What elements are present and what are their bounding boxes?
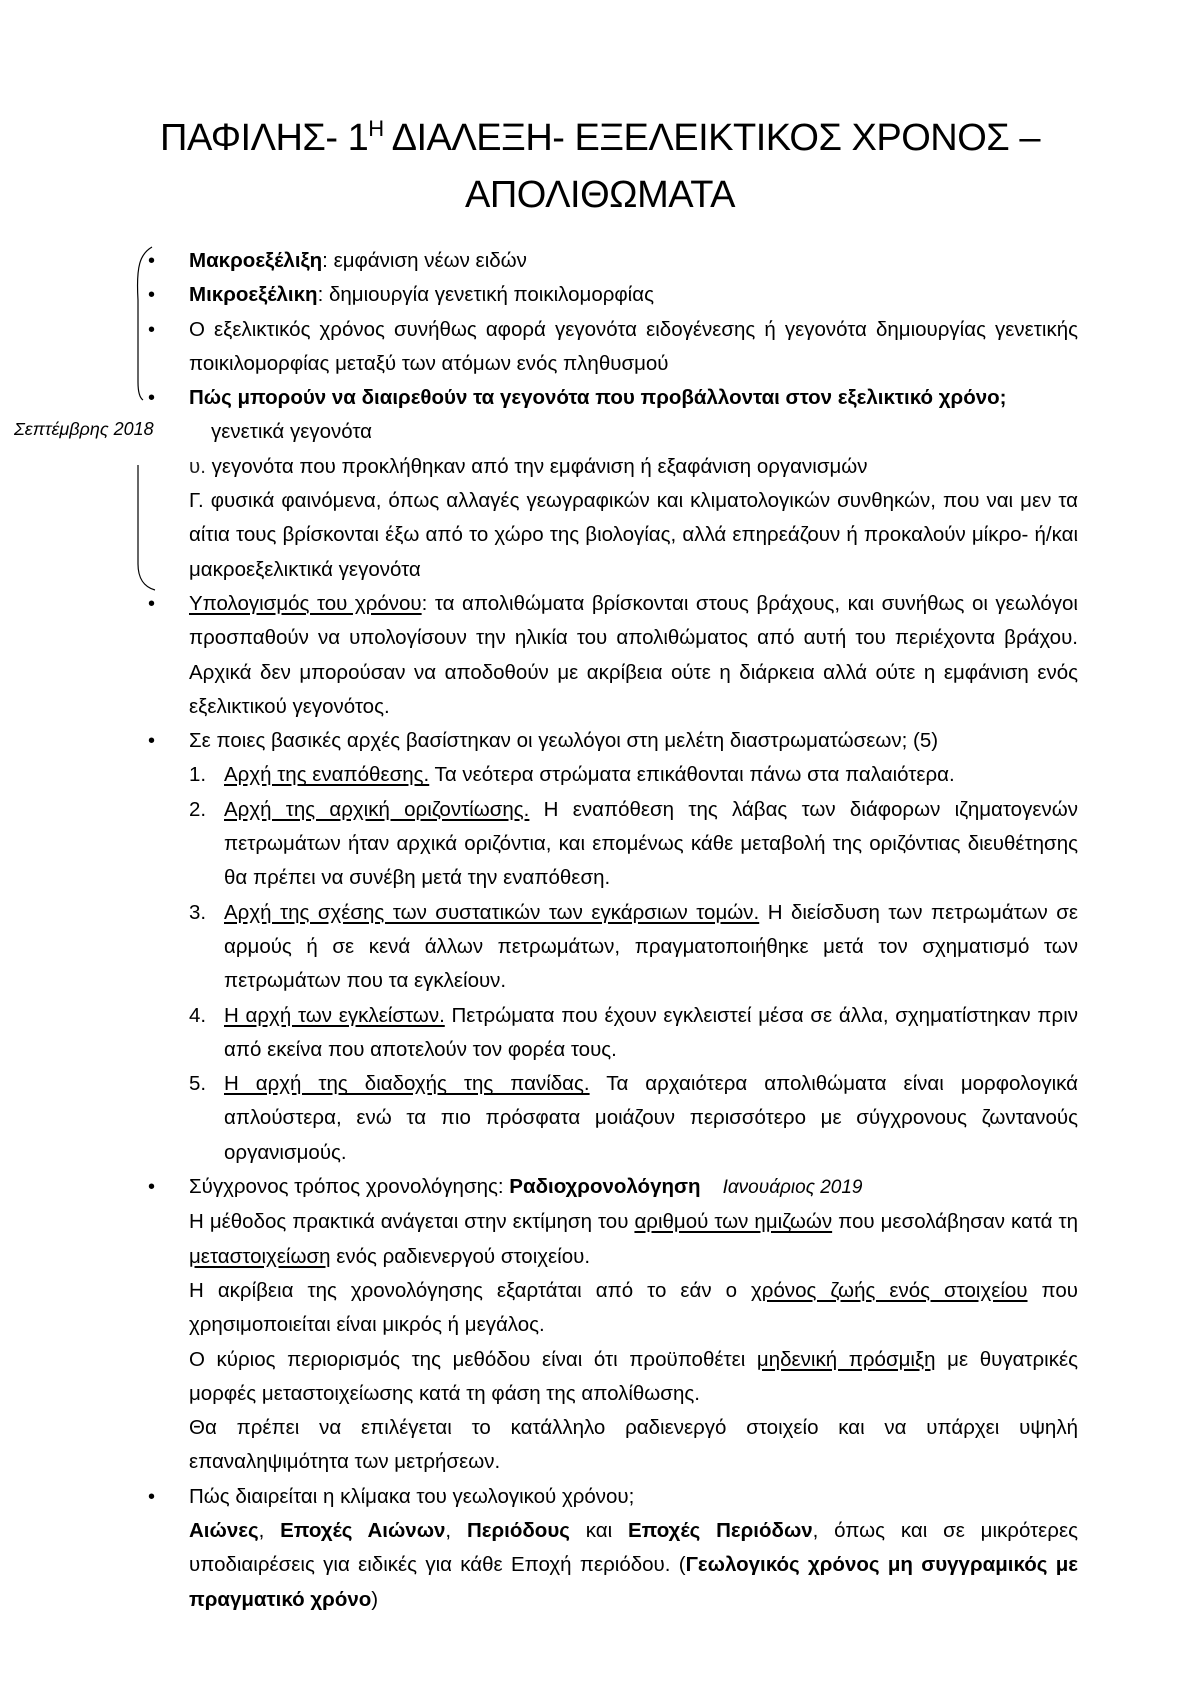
- paragraph-text: που μεσολάβησαν κατά τη: [832, 1210, 1079, 1234]
- bullet-icon: •: [148, 1176, 156, 1199]
- definition-text: : δημιουργία γενετική ποικιλομορφίας: [317, 283, 654, 307]
- paragraph-text: και: [569, 1518, 628, 1542]
- paragraph-text: Θα πρέπει να επιλέγεται το κατάλληλο ραδιενεργό στοιχείο και να υπάρχει υψηλή επαναληψιμότητα των μετρήσεων.: [189, 1416, 1078, 1474]
- list-item: [148, 1480, 1078, 1514]
- paragraph-text: ,: [445, 1518, 467, 1542]
- item-number: 4.: [189, 1003, 207, 1027]
- principle-term: Αρχή της αρχική οριζοντίωσης.: [224, 797, 530, 821]
- numbered-item: [189, 896, 1078, 999]
- bullet-icon: •: [148, 387, 156, 410]
- sub-item-a: [189, 415, 1078, 449]
- item-number: 2.: [189, 797, 207, 821]
- date-note: Ιανουάριος 2019: [722, 1177, 863, 1199]
- bullet-icon: •: [148, 592, 156, 615]
- document-title-line2: ΑΠΟΛΙΘΩΜΑΤΑ: [465, 174, 735, 216]
- underlined-term: μηδενική πρόσμιξη: [756, 1347, 936, 1371]
- bold-term: Εποχές Περιόδων: [627, 1518, 813, 1542]
- item-number: 5.: [189, 1072, 207, 1096]
- paragraph: [189, 1205, 1078, 1274]
- title-text: ΠΑΦΙΛΗΣ- 1: [160, 117, 369, 159]
- paragraph: [189, 1343, 1078, 1412]
- list-item: [148, 724, 1078, 758]
- paragraph: [189, 1514, 1078, 1617]
- sub-item-text: γενετικά γεγονότα: [211, 420, 373, 444]
- paragraph-text: : τα απολιθώματα βρίσκονται στους βράχους, και συνήθως οι γεωλόγοι προσπαθούν να υπολογίσουν την ηλικία του απολιθώματος από αυτή του περιέχοντα βράχου. Αρχικά δεν μπορούσαν να αποδοθούν με ακρίβεια ούτε η διάρκεια αλλά ούτε η εμφάνιση ενός εξελικτικού γεγονότος.: [189, 591, 1078, 718]
- sub-item-b: [189, 450, 1078, 484]
- term-radiodating: Ραδιοχρονολόγηση: [509, 1175, 701, 1199]
- paragraph-text: , όπως και σε μικρότερες υποδιαιρέσεις για ειδικές για κάθε Εποχή περιόδου. (: [189, 1518, 1078, 1577]
- bullet-icon: •: [148, 318, 156, 341]
- sub-item-text: Γ. φυσικά φαινόμενα, όπως αλλαγές γεωγραφικών και κλιματολογικών συνθηκών, που ναι μεν τα αίτια τους βρίσκονται έξω από το χώρο της βιολογίας, αλλά επηρεάζουν ή προκαλούν μίκρο- ή/και μακροεξελικτικά γεγονότα: [189, 489, 1078, 581]
- question-text: Πώς μπορούν να διαιρεθούν τα γεγονότα που προβάλλονται στον εξελικτικό χρόνο;: [189, 386, 1007, 410]
- list-item: [148, 1170, 1078, 1205]
- list-item: [148, 381, 1078, 415]
- bold-term: Περιόδους: [466, 1518, 570, 1542]
- principle-term: Αρχή της εναπόθεσης.: [224, 763, 430, 787]
- title-text-cont: ΔΙΑΛΕΞΗ- ΕΞΕΛΕΙΚΤΙΚΟΣ ΧΡΟΝΟΣ –: [383, 117, 1040, 159]
- principle-term: Αρχή της σχέσης των συστατικών των εγκάρσιων τομών.: [224, 900, 760, 924]
- principle-text: Η διείσδυση των πετρωμάτων σε αρμούς ή σε κενά άλλων πετρωμάτων, πραγματοποιήθηκε μετά τον σχηματισμό των πετρωμάτων που τα εγκλείουν.: [224, 900, 1078, 993]
- question-text: Πώς διαιρείται η κλίμακα του γεωλογικού χρόνου;: [189, 1484, 635, 1508]
- numbered-item: [189, 793, 1078, 896]
- principle-text: Η εναπόθεση της λάβας των διάφορων ιζηματογενών πετρωμάτων ήταν αρχικά οριζόντια, και επομένως κάθε μεταβολή της οριζόντιας διευθέτησης θα πρέπει να συνέβη μετά την εναπόθεση.: [224, 797, 1078, 890]
- underlined-term: μεταστοιχείωση: [189, 1244, 331, 1268]
- principle-term: Η αρχή της διαδοχής της πανίδας.: [224, 1072, 590, 1096]
- sub-item-marker: υ.: [189, 454, 206, 478]
- numbered-item: [189, 1067, 1078, 1170]
- principle-text: Πετρώματα που έχουν εγκλειστεί μέσα σε άλλα, σχηματίστηκαν πριν από εκείνα που αποτελούν τον φορέα τους.: [224, 1003, 1078, 1061]
- question-text: Σε ποιες βασικές αρχές βασίστηκαν οι γεωλόγοι στη μελέτη διαστρωματώσεων; (5): [189, 729, 939, 753]
- paragraph-text: Η ακρίβεια της χρονολόγησης εξαρτάται από το εάν ο: [189, 1278, 752, 1302]
- paragraph-text: που χρησιμοποιείται είναι μικρός ή μεγάλος.: [189, 1278, 1078, 1337]
- paragraph: [189, 1274, 1078, 1343]
- list-item: [148, 278, 1078, 312]
- list-item: [148, 587, 1078, 724]
- paragraph-text: Η μέθοδος πρακτικά ανάγεται στην εκτίμηση του: [189, 1210, 635, 1234]
- list-item: [148, 313, 1078, 382]
- principle-term: Η αρχή των εγκλείστων.: [224, 1003, 445, 1027]
- sub-item-text: γεγονότα που προκλήθηκαν από την εμφάνιση ή εξαφάνιση οργανισμών: [211, 454, 868, 478]
- term-macroevolution: Μακροεξέλιξη: [189, 249, 323, 272]
- list-item: [148, 244, 1078, 278]
- bullet-icon: •: [148, 250, 156, 272]
- paragraph-text: ,: [258, 1518, 281, 1542]
- bold-term: Αιώνες: [189, 1518, 259, 1542]
- numbered-item: [189, 758, 1078, 792]
- paragraph-text: ενός ραδιενεργού στοιχείου.: [330, 1244, 591, 1268]
- bullet-icon: •: [148, 730, 156, 753]
- term-time-calculation: Υπολογισμός του χρόνου: [189, 591, 422, 615]
- principle-text: Τα αρχαιότερα απολιθώματα είναι μορφολογικά απλούστερα, ενώ τα πιο πρόσφατα μοιάζουν περισσότερο με σύγχρονους ζωντανούς οργανισμούς.: [224, 1072, 1078, 1164]
- paragraph: [189, 1411, 1078, 1480]
- paragraph-text: Ο εξελικτικός χρόνος συνήθως αφορά γεγονότα ειδογένεσης ή γεγονότα δημιουργίας γενετικής ποικιλομορφίας μεταξύ των ατόμων ενός πληθυσμού: [189, 317, 1078, 375]
- document-body: [148, 244, 1079, 1617]
- title-superscript: Η: [368, 116, 384, 141]
- underlined-term: αριθμού των ημιζωών: [634, 1210, 833, 1234]
- principle-text: Τα νεότερα στρώματα επικάθονται πάνω στα παλαιότερα.: [429, 763, 955, 787]
- bullet-icon: •: [148, 1485, 156, 1508]
- paragraph-text: Ο κύριος περιορισμός της μεθόδου είναι ότι προϋποθέτει: [189, 1347, 757, 1371]
- numbered-item: [189, 999, 1078, 1068]
- paragraph-text: ): [371, 1587, 379, 1611]
- item-number: 3.: [189, 900, 207, 924]
- margin-note-date: Σεπτέμβρης 2018: [14, 419, 154, 439]
- margin-bracket-drawing: [0, 0, 200, 620]
- principles-list: [189, 758, 1078, 1170]
- paragraph-text: Σύγχρονος τρόπος χρονολόγησης:: [189, 1175, 510, 1199]
- bold-term: Εποχές Αιώνων: [280, 1518, 446, 1542]
- paragraph-text: με θυγατρικές μορφές μεταστοιχείωσης κατά τη φάση της απολίθωσης.: [189, 1347, 1079, 1405]
- bullet-icon: •: [148, 284, 156, 307]
- item-number: 1.: [189, 763, 207, 787]
- underlined-term: χρόνος ζωής ενός στοιχείου: [751, 1278, 1028, 1302]
- definition-text: : εμφάνιση νέων ειδών: [322, 249, 527, 272]
- term-microevolution: Μικροεξέλικη: [189, 283, 318, 307]
- bold-term: Γεωλογικός χρόνος μη συγγραμικός με πραγματικό χρόνο: [189, 1553, 1078, 1611]
- sub-item-c: [189, 484, 1078, 587]
